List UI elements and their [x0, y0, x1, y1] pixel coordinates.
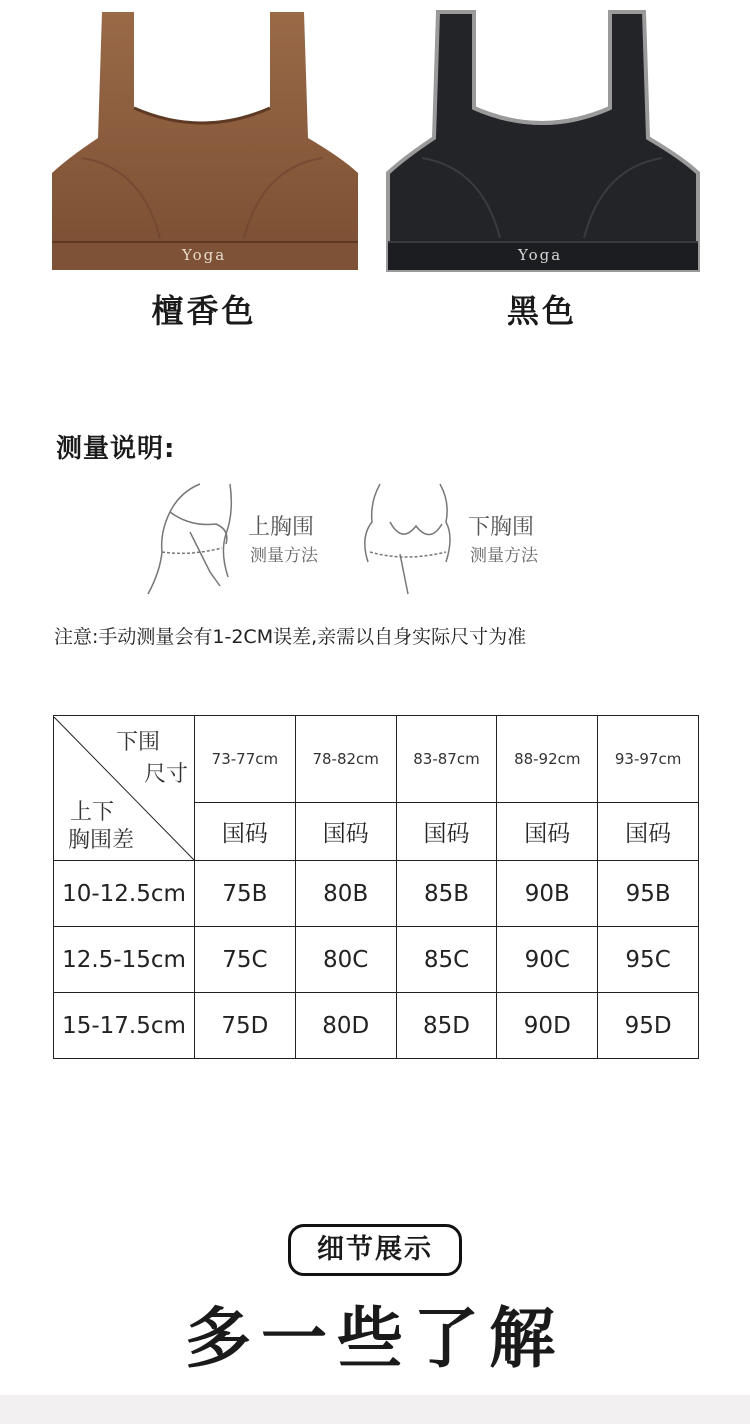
corner-updown-label: 上下	[70, 799, 115, 825]
size-cell: 80C	[295, 927, 396, 993]
size-cell: 95B	[598, 861, 699, 927]
code-label: 国码	[195, 803, 296, 861]
code-label: 国码	[497, 803, 598, 861]
size-cell: 90B	[497, 861, 598, 927]
code-label: 国码	[396, 803, 497, 861]
upper-bust-figure	[130, 482, 240, 597]
product-image-brown	[42, 8, 362, 280]
size-cell: 90D	[497, 993, 598, 1059]
corner-under-label: 下围	[115, 729, 160, 755]
under-bust-header: 88-92cm	[497, 716, 598, 803]
corner-diff-label: 胸围差	[68, 827, 135, 853]
detail-tag: 细节展示	[288, 1224, 462, 1276]
bust-diff-cell: 12.5-15cm	[54, 927, 195, 993]
size-cell: 95C	[598, 927, 699, 993]
lower-bust-figure	[350, 482, 460, 597]
product-logo: Yoga	[518, 246, 563, 264]
code-label: 国码	[295, 803, 396, 861]
size-cell: 80B	[295, 861, 396, 927]
size-cell: 85B	[396, 861, 497, 927]
bottom-strip	[0, 1395, 750, 1424]
table-corner-cell	[54, 716, 195, 861]
corner-size-label: 尺寸	[143, 761, 188, 787]
color-name-brown: 檀香色	[151, 292, 257, 330]
detail-title: 多一些了解	[185, 1300, 565, 1377]
size-cell: 75D	[195, 993, 296, 1059]
under-bust-header: 93-97cm	[598, 716, 699, 803]
table-row	[54, 861, 699, 927]
size-cell: 80D	[295, 993, 396, 1059]
table-row	[54, 993, 699, 1059]
size-cell: 95D	[598, 993, 699, 1059]
product-image-black	[382, 8, 702, 280]
size-cell: 75C	[195, 927, 296, 993]
measurement-title: 测量说明:	[56, 434, 176, 464]
size-cell: 85C	[396, 927, 497, 993]
upper-bust-method: 测量方法	[250, 546, 318, 566]
under-bust-header: 73-77cm	[195, 716, 296, 803]
table-row	[54, 927, 699, 993]
under-bust-header: 78-82cm	[295, 716, 396, 803]
lower-bust-method: 测量方法	[470, 546, 538, 566]
lower-bust-label: 下胸围	[468, 515, 535, 540]
color-name-black: 黑色	[506, 292, 577, 330]
product-logo: Yoga	[182, 246, 227, 264]
size-cell: 75B	[195, 861, 296, 927]
size-cell: 85D	[396, 993, 497, 1059]
size-table	[53, 715, 699, 1059]
bust-diff-cell: 15-17.5cm	[54, 993, 195, 1059]
size-cell: 90C	[497, 927, 598, 993]
under-bust-header: 83-87cm	[396, 716, 497, 803]
upper-bust-label: 上胸围	[248, 515, 315, 540]
measurement-note: 注意:手动测量会有1-2CM误差,亲需以自身实际尺寸为准	[54, 626, 527, 648]
bust-diff-cell: 10-12.5cm	[54, 861, 195, 927]
code-label: 国码	[598, 803, 699, 861]
